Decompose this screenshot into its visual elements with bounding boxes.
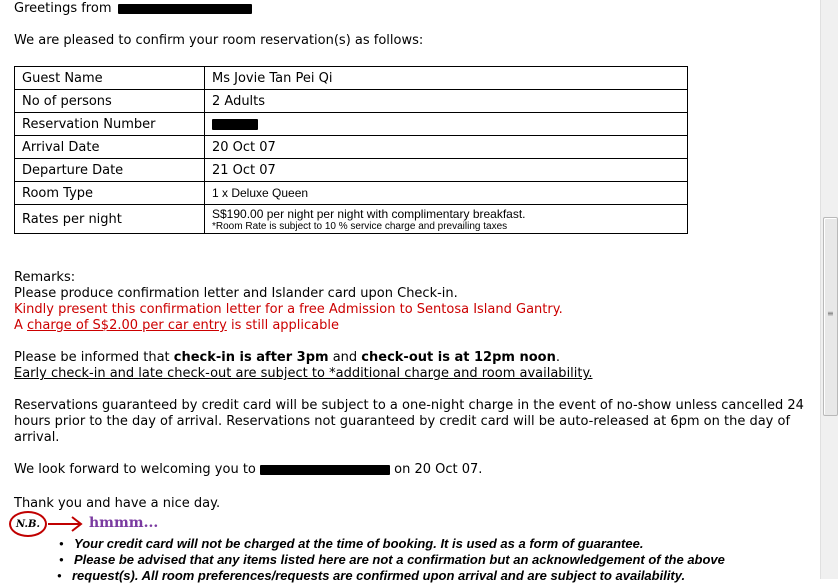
table-row (15, 159, 688, 182)
checkin-text-2: and (328, 350, 362, 365)
rates-note: *Room Rate is subject to 10 % service charge and prevailing taxes (212, 220, 508, 232)
early-checkin-note: Early check-in and late check-out are subject to *additional charge and room availability. (14, 366, 593, 381)
checkin-text-3: . (555, 350, 560, 365)
vertical-scrollbar[interactable] (820, 0, 838, 579)
car-entry-charge-link[interactable]: charge of S$2.00 per car entry (27, 318, 227, 333)
rates-value: S$190.00 per night per night with complimentary breakfast. (212, 206, 526, 221)
row-label: No of persons (15, 90, 205, 113)
row-value: 2 Adults (205, 90, 688, 113)
checkin-text-1: Please be informed that (14, 350, 174, 365)
list-item: ● request(s). All room preferences/requests are confirmed upon arrival and are subject to availability. (72, 568, 725, 584)
remarks-line-1: Please produce confirmation letter and Islander card upon Check-in. (14, 286, 458, 301)
list-item: ● Please be advised that any items listed here are not a confirmation but an acknowledgement of the above (74, 552, 725, 568)
row-value: 20 Oct 07 (205, 136, 688, 159)
grip-icon: ≡ (827, 309, 834, 318)
remarks-line-2: Kindly present this confirmation letter for a free Admission to Sentosa Island Gantry. (14, 302, 563, 317)
thanks-line: Thank you and have a nice day. (14, 496, 221, 511)
table-row (15, 182, 688, 205)
table-row (15, 113, 688, 136)
guarantee-paragraph: Reservations guaranteed by credit card will be subject to a one-night charge in the event of no-show unless cancelled 24 hours prior to the day of arrival. Reservations not guaranteed by credit card will be auto-released at 6pm on the day of arrival. (14, 398, 804, 445)
reservation-table (14, 66, 688, 234)
table-row (15, 136, 688, 159)
checkout-time: check-out is at 12pm noon (361, 350, 556, 365)
greeting-prefix: Greetings from (14, 1, 112, 16)
remarks-line-3-post: is still applicable (226, 318, 340, 333)
red-arrow-icon (46, 514, 86, 534)
redacted-reservation-number (212, 119, 258, 130)
remarks-heading: Remarks: (14, 270, 76, 285)
row-label: Arrival Date (15, 136, 205, 159)
table-row (15, 205, 688, 234)
row-label: Guest Name (15, 67, 205, 90)
greeting-line (14, 1, 252, 17)
redacted-hotel-name (118, 4, 252, 14)
row-label: Room Type (15, 182, 205, 205)
row-label: Reservation Number (15, 113, 205, 136)
row-value (205, 113, 688, 136)
remarks-line-3 (14, 318, 339, 334)
row-value: Ms Jovie Tan Pei Qi (205, 67, 688, 90)
remarks-line-3-pre: A (14, 318, 28, 333)
intro-text: We are pleased to confirm your room reservation(s) as follows: (14, 33, 424, 48)
welcome-suffix: on 20 Oct 07. (394, 462, 483, 477)
nb-circled-label: N.B. (9, 511, 47, 537)
table-row (15, 90, 688, 113)
row-value: 21 Oct 07 (205, 159, 688, 182)
table-row (15, 67, 688, 90)
notes-list (74, 536, 725, 584)
scrollbar-thumb[interactable] (823, 217, 838, 416)
checkin-time: check-in is after 3pm (173, 350, 329, 365)
rates-cell (205, 205, 688, 234)
welcome-prefix: We look forward to welcoming you to (14, 462, 256, 477)
row-label: Departure Date (15, 159, 205, 182)
list-item: ● Your credit card will not be charged at the time of booking. It is used as a form of guarantee. (74, 536, 725, 552)
row-label: Rates per night (15, 205, 205, 234)
checkin-line (14, 350, 560, 366)
redacted-hotel-name (260, 465, 390, 475)
row-value: 1 x Deluxe Queen (205, 182, 688, 205)
welcome-line (14, 462, 482, 478)
handwritten-annotation: hmmm... (89, 515, 159, 531)
